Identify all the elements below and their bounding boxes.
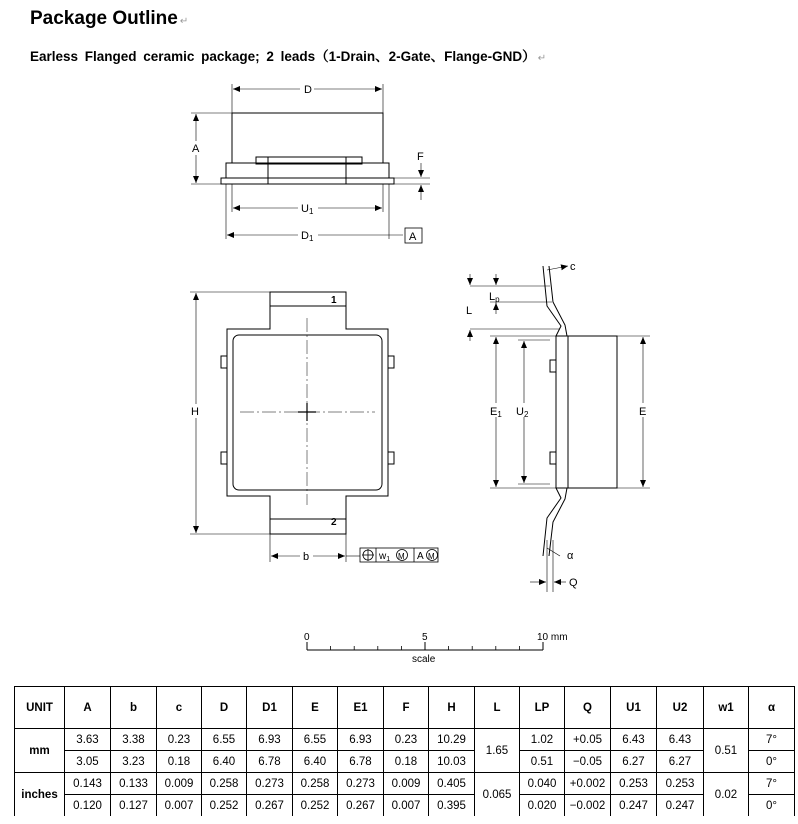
page-title: Package Outline ↵ [30, 8, 189, 29]
table-cell: 0.253 [657, 773, 704, 795]
table-cell: 0.247 [611, 795, 657, 817]
table-cell: −0.002 [565, 795, 611, 817]
table-cell: 6.55 [293, 729, 338, 751]
fcf-A: A [417, 551, 424, 562]
table-cell: 6.78 [338, 751, 384, 773]
table-cell: 6.55 [202, 729, 247, 751]
table-cell: 0.405 [429, 773, 475, 795]
table-cell: 6.40 [293, 751, 338, 773]
table-cell: 0° [749, 795, 795, 817]
scale-tick-0: 0 [304, 632, 310, 643]
table-cell: 0.18 [157, 751, 202, 773]
table-cell: 0.120 [65, 795, 111, 817]
side-view [470, 266, 650, 592]
table-cell-w1: 0.02 [704, 773, 749, 817]
header-cell: D1 [247, 687, 293, 729]
table-cell: 0.247 [657, 795, 704, 817]
table-cell: 0.007 [384, 795, 429, 817]
dim-label-H: H [191, 406, 199, 418]
table-cell: 0.23 [157, 729, 202, 751]
table-cell: 0.020 [520, 795, 565, 817]
header-cell: UNIT [15, 687, 65, 729]
table-cell: 3.38 [111, 729, 157, 751]
table-cell: 3.05 [65, 751, 111, 773]
scale-tick-5: 5 [422, 632, 428, 643]
table-cell: 0.009 [384, 773, 429, 795]
dim-label-alpha: α [567, 550, 574, 562]
dim-label-U2: U2 [516, 406, 529, 419]
datum-label-A: A [409, 231, 417, 243]
table-cell: −0.05 [565, 751, 611, 773]
header-cell: A [65, 687, 111, 729]
scale-bar [304, 632, 568, 665]
table-cell: 0.252 [202, 795, 247, 817]
table-row-mm-min [15, 751, 795, 773]
dim-label-U1: U1 [301, 203, 314, 216]
dimension-table [14, 686, 795, 816]
table-cell: 6.27 [611, 751, 657, 773]
table-cell: 3.23 [111, 751, 157, 773]
dim-label-D: D [304, 84, 312, 96]
header-cell: c [157, 687, 202, 729]
table-cell: 0.23 [384, 729, 429, 751]
lead-2-label: 2 [331, 517, 337, 528]
table-header-row [15, 687, 795, 729]
table-cell: 0.252 [293, 795, 338, 817]
table-cell: 0.040 [520, 773, 565, 795]
table-cell: 6.78 [247, 751, 293, 773]
header-cell: E1 [338, 687, 384, 729]
table-cell: 6.93 [247, 729, 293, 751]
header-cell: b [111, 687, 157, 729]
table-cell-L: 0.065 [475, 773, 520, 817]
header-cell: D [202, 687, 247, 729]
dim-label-Q: Q [569, 577, 578, 589]
table-cell: +0.002 [565, 773, 611, 795]
fcf-M2: M [428, 552, 435, 561]
header-cell: H [429, 687, 475, 729]
table-cell: 0.133 [111, 773, 157, 795]
dim-label-D1: D1 [301, 230, 314, 243]
table-cell: 0.273 [247, 773, 293, 795]
table-cell: 6.43 [657, 729, 704, 751]
table-row-inches-min [15, 795, 795, 817]
dim-label-L: L [466, 305, 473, 317]
plan-view [190, 292, 438, 562]
unit-cell-inches: inches [15, 773, 65, 817]
table-cell: 0.007 [157, 795, 202, 817]
header-cell: α [749, 687, 795, 729]
table-row-inches-max [15, 773, 795, 795]
table-cell: 0° [749, 751, 795, 773]
scale-tick-10: 10 mm [537, 632, 568, 643]
table-cell: 10.03 [429, 751, 475, 773]
dim-label-E1: E1 [490, 406, 502, 419]
dim-label-c: c [570, 261, 576, 273]
table-cell: 0.51 [520, 751, 565, 773]
header-cell: Q [565, 687, 611, 729]
table-cell: 10.29 [429, 729, 475, 751]
table-cell: 0.253 [611, 773, 657, 795]
header-cell: L [475, 687, 520, 729]
table-cell: 0.18 [384, 751, 429, 773]
table-cell: 6.93 [338, 729, 384, 751]
table-cell: 0.143 [65, 773, 111, 795]
unit-cell-mm: mm [15, 729, 65, 773]
table-cell: 3.63 [65, 729, 111, 751]
header-cell: F [384, 687, 429, 729]
lead-1-label: 1 [331, 295, 337, 306]
table-cell: 0.395 [429, 795, 475, 817]
table-cell: 0.273 [338, 773, 384, 795]
top-view [191, 84, 430, 243]
dim-label-b: b [303, 551, 310, 563]
table-cell: 0.258 [293, 773, 338, 795]
dim-label-E: E [639, 406, 647, 418]
fcf-M1: M [398, 552, 405, 561]
header-cell: E [293, 687, 338, 729]
table-row-mm-max [15, 729, 795, 751]
table-cell: 6.43 [611, 729, 657, 751]
header-cell: U2 [657, 687, 704, 729]
header-cell: LP [520, 687, 565, 729]
fcf-w1: $w_1$ [379, 551, 391, 563]
table-cell: 6.40 [202, 751, 247, 773]
dim-label-Lp: Lp [489, 291, 500, 304]
table-cell-w1: 0.51 [704, 729, 749, 773]
table-cell: 0.009 [157, 773, 202, 795]
package-subtitle: Earless Flanged ceramic package; 2 leads（1-Drain、2-Gate、Flange-GND） ↵ [30, 49, 547, 64]
scale-label: scale [412, 654, 436, 665]
table-cell: 7° [749, 729, 795, 751]
table-cell: 0.267 [247, 795, 293, 817]
table-cell: 7° [749, 773, 795, 795]
table-cell: 0.127 [111, 795, 157, 817]
dim-label-F: F [417, 151, 424, 163]
dim-label-A: A [192, 143, 200, 155]
table-cell: 1.02 [520, 729, 565, 751]
table-cell: +0.05 [565, 729, 611, 751]
header-cell: w1 [704, 687, 749, 729]
table-cell: 0.267 [338, 795, 384, 817]
table-cell-L: 1.65 [475, 729, 520, 773]
table-cell: 6.27 [657, 751, 704, 773]
table-cell: 0.258 [202, 773, 247, 795]
header-cell: U1 [611, 687, 657, 729]
